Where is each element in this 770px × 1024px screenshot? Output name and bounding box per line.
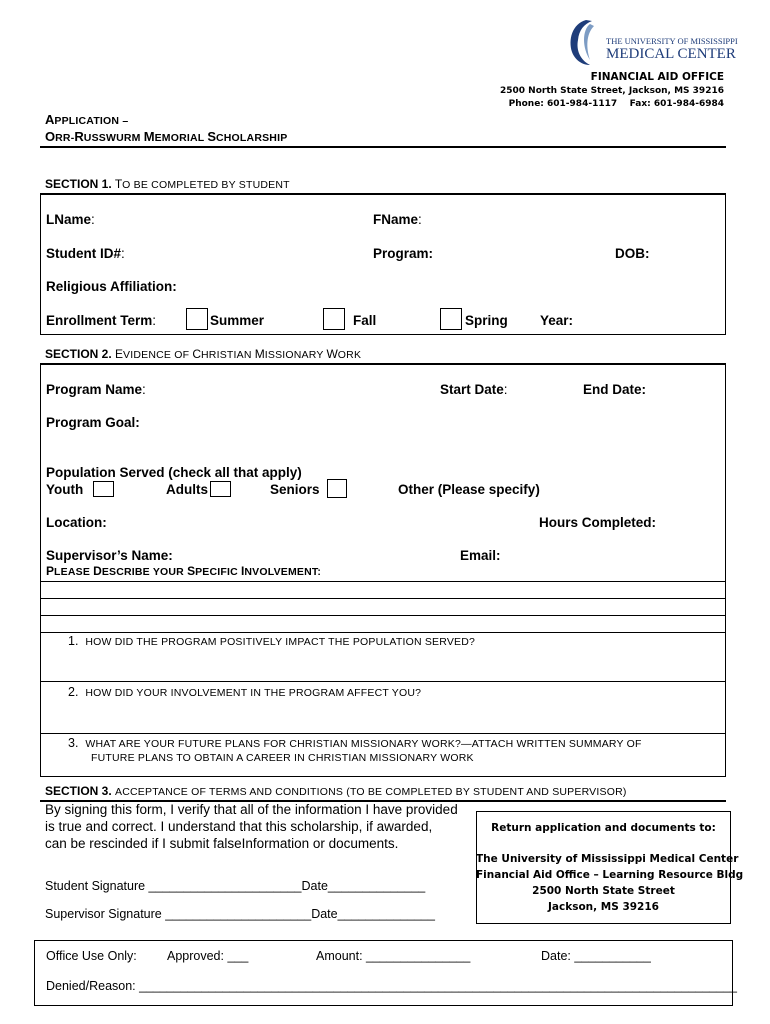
supervisor-signature-line[interactable]: Supervisor Signature _____________________Date______________ xyxy=(45,907,435,921)
q2-answer-line[interactable] xyxy=(40,733,726,734)
fall-label: Fall xyxy=(353,313,377,328)
title-line1: APPLICATION – xyxy=(45,112,129,127)
approved-field[interactable]: Approved: ___ xyxy=(167,949,249,963)
other-label[interactable]: Other (Please specify) xyxy=(398,482,540,497)
question-3-line1: 3. WHAT ARE YOUR FUTURE PLANS FOR CHRISTIAN MISSIONARY WORK?—ATTACH WRITTEN SUMMARY OF xyxy=(68,736,642,750)
adults-checkbox[interactable] xyxy=(210,481,231,497)
return-line2: Financial Aid Office – Learning Resource Bldg xyxy=(476,869,744,881)
student-signature-line[interactable]: Student Signature ______________________Date______________ xyxy=(45,879,426,893)
office-fax: Fax: 601-984-6984 xyxy=(629,99,724,109)
return-line1: The University of Mississippi Medical Center xyxy=(476,853,739,865)
email-label[interactable]: Email: xyxy=(460,548,501,563)
enrollment-label: Enrollment Term: xyxy=(46,313,157,328)
spring-checkbox[interactable] xyxy=(440,308,462,330)
office-phone-fax xyxy=(509,99,724,109)
seniors-label: Seniors xyxy=(270,482,320,497)
spring-label: Spring xyxy=(465,313,508,328)
lname-label[interactable]: LName: xyxy=(46,212,95,227)
office-use-label: Office Use Only: xyxy=(46,949,137,963)
youth-label: Youth xyxy=(46,482,84,497)
fname-label[interactable]: FName: xyxy=(373,212,422,227)
amount-field[interactable]: Amount: _______________ xyxy=(316,949,471,963)
involvement-line-3[interactable] xyxy=(40,615,726,616)
religious-label[interactable]: Religious Affiliation: xyxy=(46,279,177,294)
return-line3: 2500 North State Street xyxy=(532,885,675,897)
question-3-line2: FUTURE PLANS TO OBTAIN A CAREER IN CHRISTIAN MISSIONARY WORK xyxy=(91,752,474,764)
program-goal-label[interactable]: Program Goal: xyxy=(46,415,140,430)
office-address: 2500 North State Street, Jackson, MS 39216 xyxy=(500,86,724,96)
involvement-line-1[interactable] xyxy=(40,581,726,582)
fall-checkbox[interactable] xyxy=(323,308,345,330)
terms-line1: By signing this form, I verify that all of the information I have provided xyxy=(45,802,458,817)
summer-label: Summer xyxy=(210,313,265,328)
question-2: 2. HOW DID YOUR INVOLVEMENT IN THE PROGRAM AFFECT YOU? xyxy=(68,685,422,699)
section3-heading: SECTION 3. ACCEPTANCE OF TERMS AND CONDITIONS (TO BE COMPLETED BY STUDENT AND SUPERVISOR) xyxy=(45,784,627,798)
date-field[interactable]: Date: ___________ xyxy=(541,949,651,963)
terms-line2: is true and correct. I understand that this scholarship, if awarded, xyxy=(45,819,433,834)
return-line4: Jackson, MS 39216 xyxy=(548,901,659,913)
start-date-label[interactable]: Start Date: xyxy=(440,382,508,397)
title-line2: ORR-RUSSWURM MEMORIAL SCHOLARSHIP xyxy=(45,129,288,144)
logo xyxy=(566,18,738,70)
involvement-line-4[interactable] xyxy=(40,632,726,633)
q1-answer-line[interactable] xyxy=(40,681,726,682)
office-phone: Phone: 601-984-1117 xyxy=(508,99,618,109)
year-label[interactable]: Year: xyxy=(540,313,574,328)
section1-heading: SECTION 1. TO BE COMPLETED BY STUDENT xyxy=(45,177,290,191)
end-date-label[interactable]: End Date: xyxy=(583,382,647,397)
logo-line1: THE UNIVERSITY OF MISSISSIPPI xyxy=(606,36,738,46)
return-title: Return application and documents to: xyxy=(491,822,716,834)
section2-heading: SECTION 2. EVIDENCE OF CHRISTIAN MISSIONARY WORK xyxy=(45,347,362,361)
office-name: FINANCIAL AID OFFICE xyxy=(590,71,724,83)
program-label[interactable]: Program: xyxy=(373,246,434,261)
supervisor-name-label[interactable]: Supervisor’s Name: xyxy=(46,548,173,563)
population-label: Population Served (check all that apply) xyxy=(46,465,302,480)
denied-reason-field[interactable]: Denied/Reason: ______________________________________________________________________________________ xyxy=(46,979,737,993)
title-rule xyxy=(40,146,726,148)
describe-label: PLEASE DESCRIBE YOUR SPECIFIC INVOLVEMENT: xyxy=(46,564,322,578)
umc-logo-icon xyxy=(566,18,602,68)
youth-checkbox[interactable] xyxy=(93,481,114,497)
adults-label: Adults xyxy=(166,482,208,497)
involvement-line-2[interactable] xyxy=(40,598,726,599)
logo-line2: MEDICAL CENTER xyxy=(606,46,736,62)
location-label[interactable]: Location: xyxy=(46,515,107,530)
question-1: 1. HOW DID THE PROGRAM POSITIVELY IMPACT THE POPULATION SERVED? xyxy=(68,634,476,648)
terms-line3: can be rescinded if I submit falseInformation or documents. xyxy=(45,836,399,851)
student-id-label[interactable]: Student ID#: xyxy=(46,246,125,261)
summer-checkbox[interactable] xyxy=(186,308,208,330)
hours-label[interactable]: Hours Completed: xyxy=(539,515,657,530)
seniors-checkbox[interactable] xyxy=(327,479,347,498)
dob-label[interactable]: DOB: xyxy=(615,246,650,261)
program-name-label[interactable]: Program Name: xyxy=(46,382,146,397)
